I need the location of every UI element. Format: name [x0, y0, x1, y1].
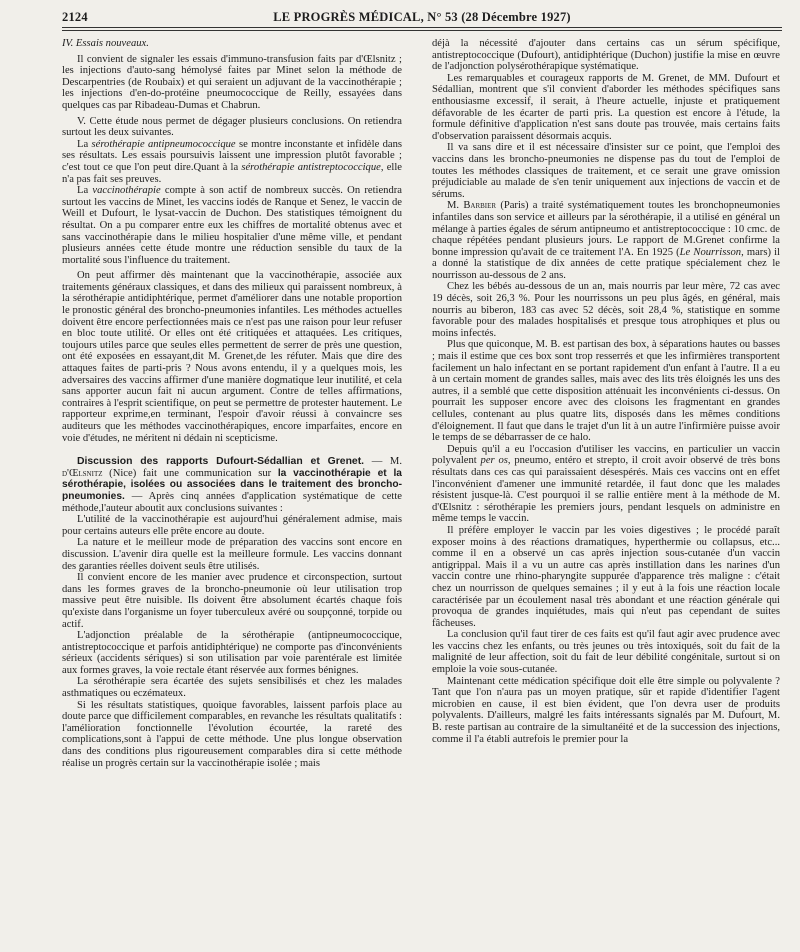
text-run: compte à son actif de nombreux succès. On retiendra surtout les vaccins de Minet, les vaccins iodés de Ranque et Senez, le vaccin de Weill et Dufourt, le lysat-vaccin de Duchon. Des statistiques témoignent du résultat. On a pu comparer entre eux les chiffres de mortalité obtenus avec et sans vaccinothérapie dans le milieu hospitalier d'une même ville, et pendant plusieurs années cette étude montre une réduction sensible du taux de la mortalité sous l'influence du traitement. — [62, 185, 402, 266]
discussion-title: Discussion des rapports Dufourt-Sédallian et Grenet. — [77, 456, 365, 468]
left-column — [62, 38, 402, 946]
author-name: d'Œlsnitz — [62, 467, 103, 479]
paragraph: La sérothérapie sera écartée des sujets sensibilisés et chez les malades asthmatiques ou eczémateux. — [62, 676, 402, 700]
paragraph — [62, 185, 402, 266]
right-column — [432, 38, 780, 946]
paragraph: Chez les bébés au-dessous de un an, mais nourris par leur mère, 72 cas avec 19 décès, soit 26,3 %. Pour les nourrissons un peu plus âgés, en général, mais nourris au biberon, 183 cas avec 52 décès, soit 28,4 %, statistique en somme favorable pour des malades hospitalisés et presque tous atrophiques et plus ou moins infectés. — [432, 281, 780, 339]
text-run: — M. — [364, 456, 402, 468]
header-rule-bottom — [62, 30, 782, 31]
text-run: , elle n'a pas fait ses preuves. — [62, 161, 402, 185]
author-name: M. Barbier — [447, 200, 497, 212]
text-run: (Paris) a traité systématiquement toutes les bronchopneumonies infantiles dans son service et ailleurs par la sérothérapie, il a utilisé en général un mélange à parties égales de sérum antipneumo et antistreptococcique : 10 cmc. de chaque répétées pendant plusieurs jours. Le rapport de M.Grenet confirme la bonne impression qu'avait de ce traitement l'A. En 1925 ( — [432, 200, 780, 258]
paragraph — [432, 444, 780, 525]
communication-title: la vaccinothérapie et la sérothérapie, isolées ou associées dans le traitement des broncho-pneumonies. — [62, 467, 402, 502]
journal-title: LE PROGRÈS MÉDICAL, N° 53 (28 Décembre 1927) — [273, 10, 571, 24]
emphasis: per os — [480, 455, 508, 467]
emphasis: vaccinothérapie — [92, 185, 161, 197]
text-run: (Nice) fait une communication sur — [102, 467, 278, 479]
paragraph: Maintenant cette médication spécifique doit elle être simple ou polyvalente ? Tant que l'on n'aura pas un moyen pratique, sûr et rapide d'identifier l'agent microbien en cause, il est bien évident, que l'on devra user de produits polyvalents. D'ailleurs, malgré les faits intéressants signalés par M. Dufourt, M. B. reste partisan au contraire de la simultanéité et de la succession des injections, comme il l'a établi autrefois le premier pour la — [432, 675, 780, 745]
paragraph: Il va sans dire et il est nécessaire d'insister sur ce point, que l'emploi des vaccins dans les broncho-pneumonies ne dispense pas du tout de l'emploi de toutes les méthodes classiques de traitement, et ce serait une grave omission préjudiciable au malade de s'en tenir uniquement aux injections de vaccin et de sérums. — [432, 142, 780, 200]
paragraph: Il convient encore de les manier avec prudence et circonspection, surtout dans les formes graves de la broncho-pneumonie où leur utilisation trop massive peut être nuisible. Ils doivent être absolument écartés chaque fois qu'existe dans l'organisme un foyer tuberculeux avéré ou soupçonné, torpide ou actif. — [62, 572, 402, 630]
text-run: La — [77, 138, 92, 150]
emphasis: sérothérapie antistreptococcique — [241, 161, 381, 173]
paragraph: Il convient de signaler les essais d'immuno-transfusion faits par d'Œlsnitz ; les injections d'auto-sang hémolysé faites par Minet selon la méthode de Descarpentries (de Roubaix) et qui seraient un adjuvant de la vaccinothérapie ; les injections d'en-do-protéine pneumococcique de Reilly, essayées dans quelques cas par Ribadeau-Dumas et Chabrun. — [62, 53, 402, 111]
paragraph: La conclusion qu'il faut tirer de ces faits est qu'il faut agir avec prudence avec les vaccins chez les enfants, ou très jeunes ou très intoxiqués, soit du fait de la malignité de leur affection, soit du fait de leur débilité congénitale, surtout si on emploie la voie sous-cutanée. — [432, 629, 780, 676]
paragraph: Les remarquables et courageux rapports de M. Grenet, de MM. Dufourt et Sédallian, montrent que s'il convient d'aborder les méthodes spécifiques sans enthousiasme excessif, il serait, à l'heure actuelle, injuste et pratiquement défavorable de les écarter de parti pris. La question est encore à l'étude, la formule définitive d'application n'est sans doute pas trouvée, mais certains faits d'observation paraissent désormais acquis. — [432, 72, 780, 142]
paragraph — [432, 200, 780, 281]
page-number: 2124 — [62, 10, 88, 24]
text-run: — Après cinq années d'application systématique de cette méthode,l'auteur aboutit aux conclusions suivantes : — [62, 490, 402, 514]
paragraph: La nature et le meilleur mode de préparation des vaccins sont encore en discussion. L'avenir dira quelle est la meilleure formule. Les vaccins donnant des garanties réelles doivent seuls être utilisés. — [62, 537, 402, 572]
header-rule-top — [62, 27, 782, 28]
paragraph: L'adjonction préalable de la sérothérapie (antipneumococcique, antistreptococcique et parfois antidiphtérique) ne comporte pas d'inconvénients sérieux (accidents sériques) si son utilisation par voie parentérale est limitée aux formes graves, la voie rectale étant réservée aux formes bénignes. — [62, 630, 402, 676]
text-run: se montre inconstante et infidèle dans ses résultats. Les essais poursuivis laissent une impression plutôt favorable ; c'est tout ce que l'on peut dire.Quant à la — [62, 138, 402, 173]
text-run: La — [77, 185, 93, 197]
text-run: Depuis qu'il a eu l'occasion d'utiliser les vaccins, en particulier un vaccin polyvalent — [432, 443, 780, 467]
text-run: , mars) il a donné la statistique de dix années de cette pratique spécialement chez le nourrisson au-dessous de 2 ans. — [432, 246, 780, 281]
emphasis: Le Nourrisson — [679, 246, 742, 258]
paragraph: Il préfère employer le vaccin par les voies digestives ; le procédé paraît exposer moins à des réactions dramatiques, hyperthermie ou collapsus, etc... comme il en a observé un cas après injection sous-cutanée d'un vaccin antigrippal. Mais il a vu un autre cas après instillation dans les narines d'un vaccin contre une rhino-pharyngite suppurée d'apparence très maligne : c'était chez un nourrisson de quelques semaines ; il y eut à la fois une réaction locale caractérisée par un écoulement nasal très abondant et une réaction générale qui provoqua de grandes inquiétudes, mais qui n'eut pas cependant de suites fâcheuses. — [432, 524, 780, 629]
paragraph — [62, 139, 402, 185]
discussion-paragraph — [62, 456, 402, 514]
paragraph: déjà la nécessité d'ajouter dans certains cas un sérum spécifique, antistreptococcique (Dufourt), antidiphtérique (Duchon) justifie la mise en œuvre de l'adjonction polysérothérapique systématique. — [432, 38, 780, 73]
paragraph: L'utilité de la vaccinothérapie est aujourd'hui généralement admise, mais pour certains auteurs elle prête encore au doute. — [62, 514, 402, 537]
page-header — [62, 8, 782, 28]
paragraph: V. Cette étude nous permet de dégager plusieurs conclusions. On retiendra surtout les deux suivantes. — [62, 115, 402, 139]
paragraph: Si les résultats statistiques, quoique favorables, laissent parfois place au doute parce que difficilement comparables, en revanche les résultats qualitatifs : l'amélioration fonctionnelle l'évolution écourtée, la rareté des complications,sont à l'appui de cette méthode. Une plus longue observation dans des conditions plus rigoureusement comparables dira si cette méthode réalise un progrès certain sur la vaccinothérapie isolée ; mais — [62, 699, 402, 769]
paragraph: Plus que quiconque, M. B. est partisan des box, à séparations hautes ou basses ; mais il estime que ces box sont trop resserrés et que les infirmières transportent facilement un halo infectant en se portant rapidement d'un enfant à l'autre. Il a eu à un certain moment de grandes salles, mais avec des lits très éloignés les uns des autres, il a semblé que cette disposition atténuait les inconvénients ci-dessus. On pourrait les supposer encore avec des cloisons les fragmentant en grandes cellules, contenant au plus quatre lits, disposés dans les mêmes conditions d'éloignement. Il faut que dans le trajet d'un lit à un autre l'infirmière puisse avoir le temps de se débarrasser de ce halo. — [432, 339, 780, 444]
paragraph: On peut affirmer dès maintenant que la vaccinothérapie, associée aux traitements généraux classiques, et dans des milieux qui paraissent nombreux, à la sérothérapie antidiphtérique, permet d'améliorer dans une notable proportion le pronostic général des broncho-pneumonies infantiles. Les méthodes actuelles doivent être encore perfectionnées mais ce n'est pas une raison pour leur refuser en bloc toute utilité. Or elles ont été critiquées et attaquées. Les critiques, toujours utiles parce que seules elles permettent de serrer de près une question, ont été exposées en essayant,dit M. Grenet,de les réfuter. Mais que dire des attaques faites de parti-pris ? Nous avons entendu, il y a quelques mois, les adversaires des vaccins affirmer d'une manière dogmatique leur inutilité, et cela sans apporter aucun fait ni aucun argument. Contre de telles affirmations, contraires à l'esprit scientifique, on peut se permettre de protester hautement. Le rapporteur exprime,en terminant, l'espoir d'avoir réussi à convaincre ses auditeurs que les méthodes vaccinothérapiques, encore imparfaites, encore en voie d'études, ne méritent ni dédain ni scepticisme. — [62, 270, 402, 444]
section-heading: IV. Essais nouveaux. — [62, 38, 149, 49]
emphasis: sérothérapie antipneumococcique — [91, 138, 236, 150]
text-run: , pneumo, entéro et strepto, il croit avoir observé de très bons résultats dans ces cas qui paraissaient désespérés. Mais ces vaccins ont en effet l'inconvénient d'amener une immunité retardée, il faut donc que les malades résistent jusque-là. C'est pourquoi il se rallie entière ment à la méthode de M. d'Œlsnitz : sérothérapie les premiers jours, pendant lesquels on administre en même temps le vaccin. — [432, 455, 780, 525]
